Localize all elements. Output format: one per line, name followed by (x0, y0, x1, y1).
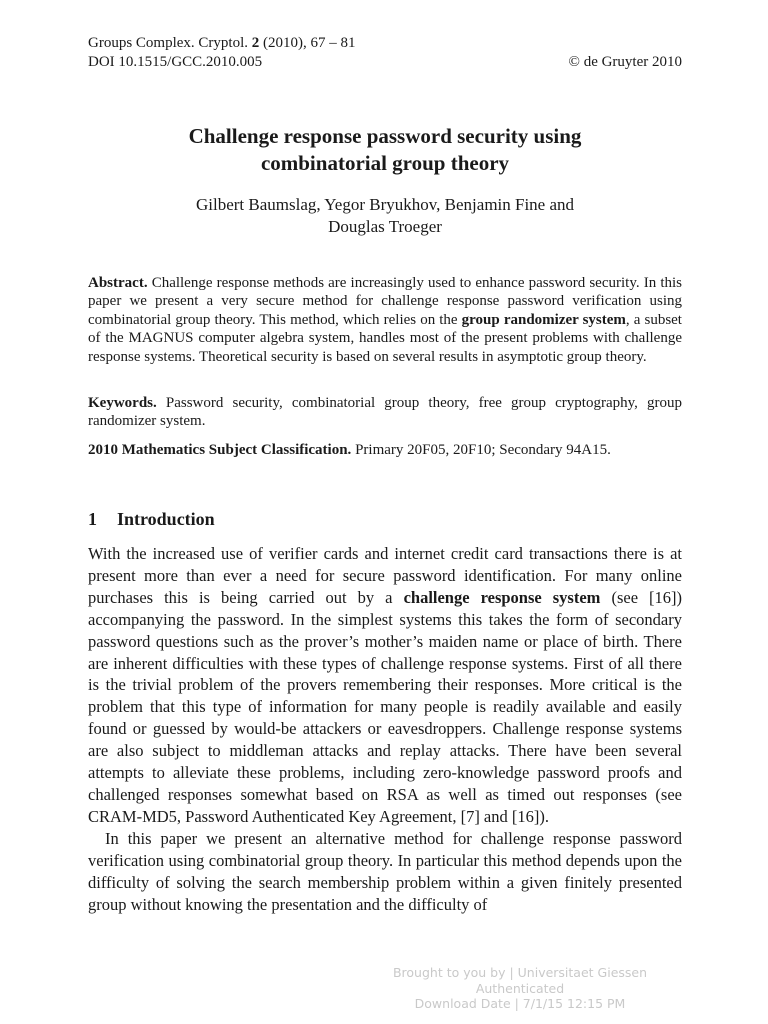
author-list: Gilbert Baumslag, Yegor Bryukhov, Benjamin Fine and Douglas Troeger (195, 195, 575, 236)
paragraph: With the increased use of verifier cards and internet credit card transactions there is at present more than ever a need for secure password identification. For many online purchases this is being carried out by a challenge response system (see [16]) accompanying the password. In the simplest systems this takes the form of secondary password questions such as the prover’s mother’s maiden name or place of birth. There are inherent difficulties with these types of challenge response systems. First of all there is the trivial problem of the provers remembering their responses. More critical is the problem that this type of information for many people is readily available and easily found or guessed by would-be attackers or eavesdroppers. Challenge response systems are also subject to middleman attacks and replay attacks. There have been several attempts to alleviate these problems, including zero-knowledge password proofs and challenged responses somewhat based on RSA as well as timed out responses (see CRAM-MD5, Password Authenticated Key Agreement, [7] and [16]). (88, 544, 683, 826)
paragraph: In this paper we present an alternative method for challenge response password verification using combinatorial group theory. In particular this method depends upon the difficulty of solving the search membership problem within a given finitely presented group without knowing the presentation and the difficulty of (88, 828, 682, 914)
abstract: Abstract. Challenge response methods are increasingly used to enhance password security. In this paper we present a very secure method for challenge response password verification using combinatorial group theory. This method, which relies on the group randomizer system, a subset of the MAGNUS computer algebra system, handles most of the present problems with challenge response systems. Theoretical security is based on several results in asymptotic group theory. (88, 275, 682, 365)
subject-classification: 2010 Mathematics Subject Classification. Primary 20F05, 20F10; Secondary 94A15. (88, 442, 611, 458)
section-heading: 1 Introduction (88, 509, 215, 529)
doi: DOI 10.1515/GCC.2010.005 (88, 54, 263, 70)
journal-citation: Groups Complex. Cryptol. 2 (2010), 67 – 81 (88, 35, 356, 51)
paper-title: Challenge response password security using combinatorial group theory (188, 124, 582, 175)
download-watermark: Brought to you by | Universitaet Giessen Authenticated Download Date | 7/1/15 12:15 PM (392, 965, 648, 1011)
keywords: Keywords. Password security, combinatorial group theory, free group cryptography, group randomizer system. (88, 395, 683, 430)
copyright: © de Gruyter 2010 (568, 54, 682, 70)
introduction-body (88, 543, 682, 915)
journal-header (88, 34, 682, 72)
